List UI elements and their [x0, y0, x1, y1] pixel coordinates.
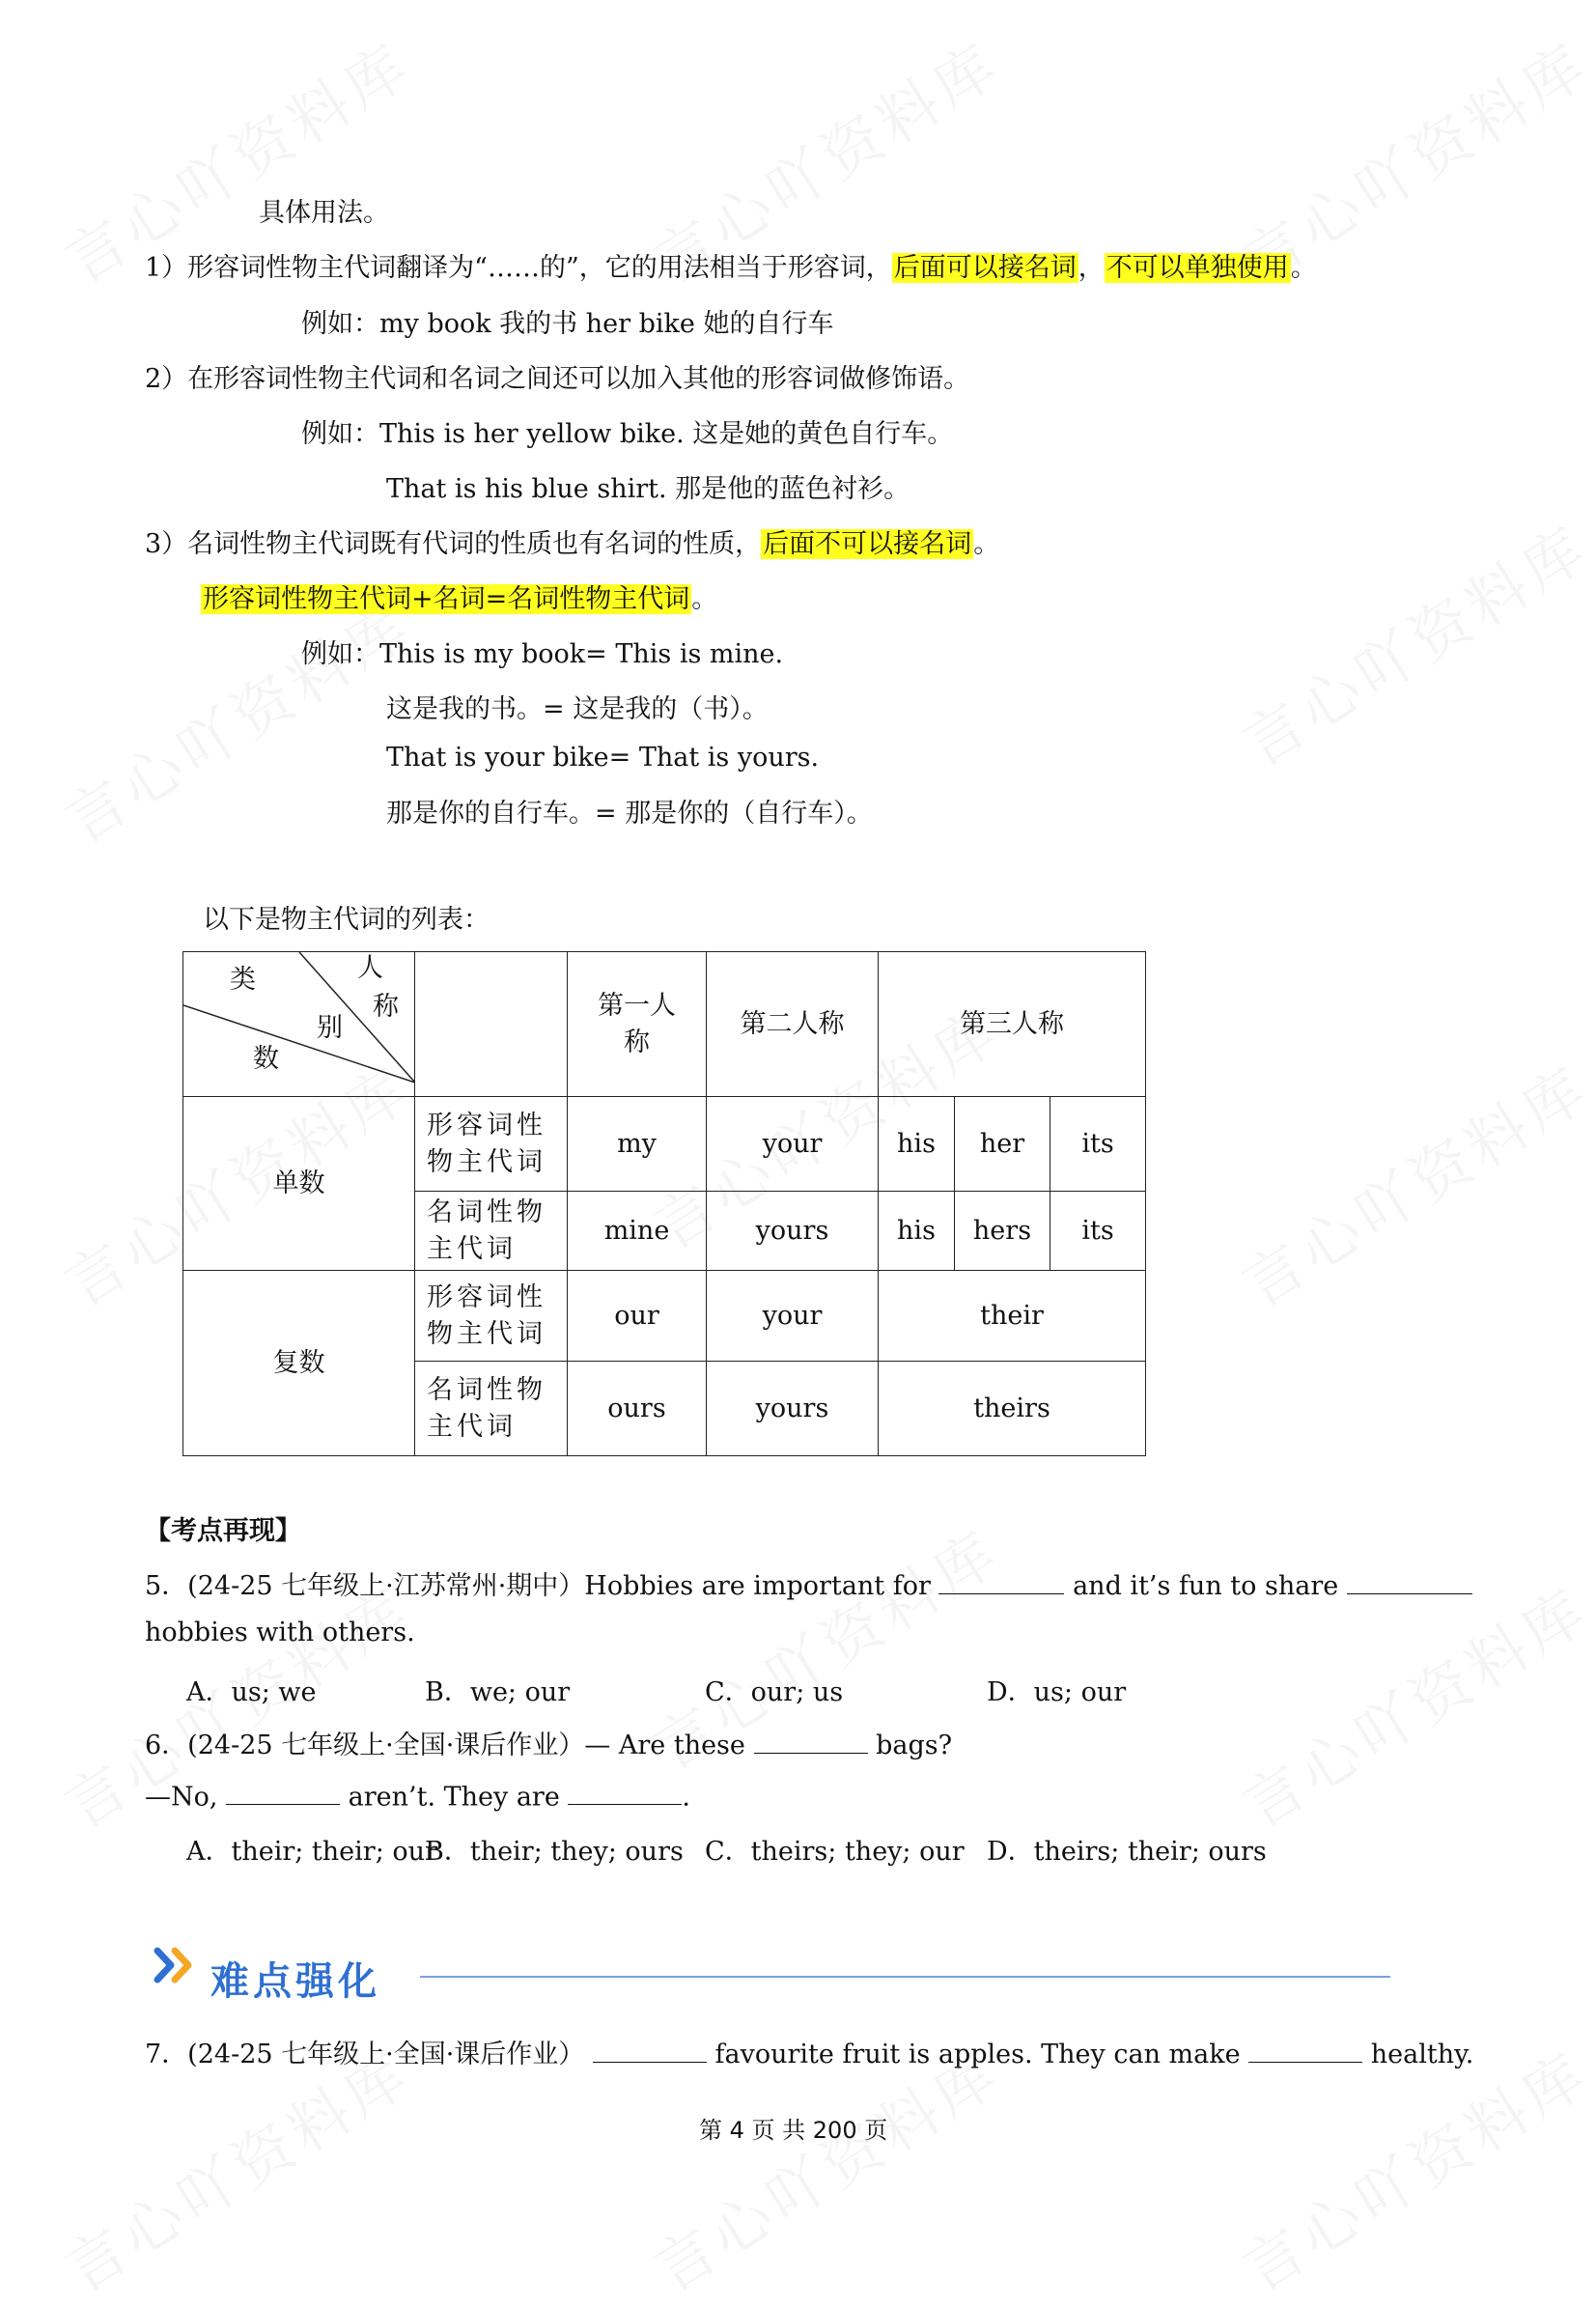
q5-line-2: hobbies with others. — [145, 1618, 415, 1647]
header-third-person: 第三人称 — [879, 952, 1146, 1097]
q6-blank-1[interactable] — [754, 1726, 868, 1754]
diag-label-cheng: 称 — [373, 992, 399, 1022]
cell-his: his — [879, 1097, 955, 1192]
possessive-pronoun-table — [182, 951, 1146, 1456]
cell-hers: hers — [955, 1192, 1050, 1271]
cell-its-noun: its — [1050, 1192, 1146, 1271]
q5-option-a[interactable]: A．us; we — [186, 1677, 317, 1707]
q7-blank-2[interactable] — [1248, 2035, 1362, 2063]
noun-possessive-label: 名词性物主代词 — [415, 1192, 568, 1271]
q6-l2-c: . — [682, 1782, 691, 1813]
rule-3 — [145, 522, 999, 560]
q5-blank-2[interactable] — [1347, 1566, 1472, 1594]
q6-l2-a: —No, — [145, 1782, 218, 1813]
q6-option-a[interactable]: A．their; their; our — [186, 1837, 437, 1867]
rule-3-example-2: 这是我的书。= 这是我的（书）。 — [386, 694, 769, 724]
rule-2-example-2: That is his blue shirt. 那是他的蓝色衬衫。 — [386, 474, 910, 504]
cell-its: its — [1050, 1097, 1146, 1192]
q6-blank-3[interactable] — [568, 1777, 682, 1805]
cell-your-plural: your — [707, 1271, 879, 1362]
plural-label: 复数 — [183, 1271, 415, 1456]
diagonal-header-cell — [183, 952, 415, 1097]
q6-lead: 6．(24-25 七年级上·全国·课后作业）— Are these — [145, 1731, 745, 1760]
diag-label-bie: 别 — [317, 1013, 343, 1043]
rule-1-example: 例如：my book 我的书 her bike 她的自行车 — [301, 309, 834, 339]
highlight-formula: 形容词性物主代词+名词=名词性物主代词 — [203, 584, 690, 614]
rule-3-text: 3）名词性物主代词既有代词的性质也有名词的性质， — [145, 529, 762, 559]
q5-blank-1[interactable] — [938, 1566, 1064, 1594]
rule-3-suffix: 。 — [973, 529, 1000, 559]
watermark — [1223, 1563, 1596, 1845]
q6-tail: bags? — [876, 1731, 953, 1760]
q7-mid: favourite fruit is apples. They can make — [714, 2040, 1241, 2069]
rule-1-suffix: 。 — [1290, 253, 1317, 283]
diag-label-ren: 人 — [357, 953, 383, 983]
cell-mine: mine — [568, 1192, 707, 1271]
header-blank — [415, 952, 568, 1097]
adj-possessive-label: 形容词性物主代词 — [415, 1097, 568, 1192]
diag-label-shu: 数 — [253, 1044, 279, 1074]
cell-her: her — [955, 1097, 1050, 1192]
highlight-cannot-follow-noun: 后面不可以接名词 — [763, 529, 972, 559]
q6-option-b[interactable]: B．their; they; ours — [425, 1837, 684, 1867]
q6-line-2 — [145, 1777, 690, 1812]
header-first-person: 第一人称 — [568, 952, 707, 1097]
cell-theirs: theirs — [879, 1362, 1146, 1456]
watermark — [45, 578, 425, 860]
watermark — [1223, 1042, 1596, 1324]
page-footer: 第 4 页 共 200 页 — [699, 2117, 888, 2144]
section-title: 难点强化 — [210, 1959, 380, 2004]
q7-tail: healthy. — [1370, 2040, 1474, 2069]
formula-suffix: 。 — [691, 584, 718, 614]
intro-label: 具体用法。 — [259, 198, 389, 228]
q6-option-d[interactable]: D．theirs; their; ours — [987, 1837, 1267, 1867]
cell-yours: yours — [707, 1192, 879, 1271]
review-heading: 【考点再现】 — [145, 1516, 301, 1546]
q6-blank-2[interactable] — [226, 1777, 340, 1805]
q6-l2-b: aren’t. They are — [348, 1782, 560, 1813]
question-5 — [145, 1564, 1472, 1602]
q5-option-d[interactable]: D．us; our — [987, 1677, 1127, 1707]
highlight-not-alone: 不可以单独使用 — [1106, 253, 1289, 283]
cell-his-noun: his — [879, 1192, 955, 1271]
rule-1 — [145, 246, 1317, 284]
rule-3-example-4: 那是你的自行车。= 那是你的（自行车）。 — [386, 799, 873, 829]
diag-label-lei: 类 — [230, 965, 256, 995]
highlight-can-follow-noun: 后面可以接名词 — [893, 253, 1077, 283]
watermark — [1223, 501, 1596, 783]
cell-yours-plural: yours — [707, 1362, 879, 1456]
singular-label: 单数 — [183, 1097, 415, 1271]
question-7 — [145, 2033, 1473, 2070]
rule-3-example-3: That is your bike= That is yours. — [386, 743, 820, 773]
adj-possessive-label-plural: 形容词性物主代词 — [415, 1271, 568, 1362]
noun-possessive-label-plural: 名词性物主代词 — [415, 1362, 568, 1456]
cell-your: your — [707, 1097, 879, 1192]
section-chevron-icon — [150, 1941, 208, 1996]
q6-option-c[interactable]: C．theirs; they; our — [705, 1837, 965, 1867]
rule-1-text: 1）形容词性物主代词翻译为“……的”，它的用法相当于形容词， — [145, 253, 892, 283]
question-6 — [145, 1724, 952, 1761]
q5-mid: and it’s fun to share — [1073, 1571, 1339, 1601]
cell-our: our — [568, 1271, 707, 1362]
header-second-person: 第二人称 — [707, 952, 879, 1097]
cell-ours: ours — [568, 1362, 707, 1456]
rule-2: 2）在形容词性物主代词和名词之间还可以加入其他的形容词做修饰语。 — [145, 364, 970, 394]
q5-option-b[interactable]: B．we; our — [425, 1677, 571, 1707]
q7-blank-1[interactable] — [593, 2035, 707, 2063]
rule-1-sep: ， — [1078, 253, 1105, 283]
rule-2-example-1: 例如：This is her yellow bike. 这是她的黄色自行车。 — [301, 419, 954, 449]
table-caption: 以下是物主代词的列表： — [203, 905, 490, 935]
q5-lead: 5．(24-25 七年级上·江苏常州·期中）Hobbies are important for — [145, 1571, 931, 1601]
cell-their: their — [879, 1271, 1146, 1362]
cell-my: my — [568, 1097, 707, 1192]
q7-lead: 7．(24-25 七年级上·全国·课后作业） — [145, 2040, 585, 2069]
section-divider — [420, 1976, 1390, 1978]
rule-3-formula — [201, 577, 717, 615]
q5-option-c[interactable]: C．our; us — [705, 1677, 844, 1707]
rule-3-example-1: 例如：This is my book= This is mine. — [301, 639, 784, 669]
